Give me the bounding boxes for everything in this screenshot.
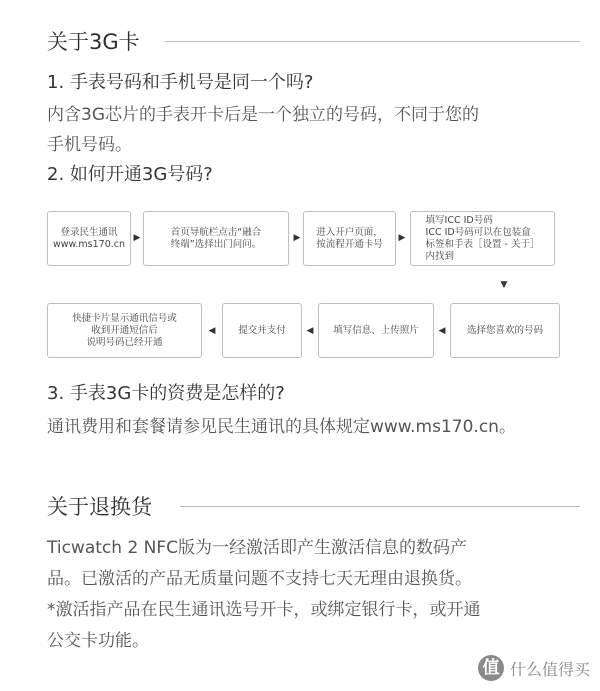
returns-line-1: Ticwatch 2 NFC版为一经激活即产生激活信息的数码产: [47, 538, 468, 558]
flow-arrow-left-icon: ◀: [306, 326, 314, 336]
flow-arrow-left-icon: ◀: [208, 326, 216, 336]
flow-step-2: [143, 211, 289, 266]
flow-arrow-down-icon: ▼: [500, 280, 508, 290]
section-divider: [165, 41, 580, 42]
flow-step-7: [222, 303, 302, 358]
flow-step-4: [410, 211, 555, 266]
watermark-text: 什么值得买: [510, 659, 591, 679]
flow-step-3: [303, 211, 396, 266]
watermark-logo: [478, 655, 590, 681]
question-3: 3. 手表3G卡的资费是怎样的?: [47, 383, 285, 404]
flow-arrow-right-icon: ▶: [398, 233, 406, 243]
flow-step-6-text: 填写信息、上传照片: [333, 324, 419, 336]
flow-arrow-right-icon: ▶: [133, 233, 141, 243]
flow-step-6: [318, 303, 434, 358]
flow-step-5-text: 选择您喜欢的号码: [466, 324, 543, 336]
section-divider: [180, 506, 580, 507]
flow-step-8-text: 快捷卡片显示通讯信号或 收到开通短信后 说明号码已经开通: [72, 312, 177, 348]
returns-line-2: 品。已激活的产品无质量问题不支持七天无理由退换货。: [47, 569, 472, 589]
smzdm-logo-icon: 值: [478, 655, 504, 681]
flow-step-1: [47, 211, 131, 266]
flow-arrow-left-icon: ◀: [438, 326, 446, 336]
flow-arrow-right-icon: ▶: [293, 233, 301, 243]
section-title-3g-card: 关于3G卡: [47, 30, 140, 54]
question-2: 2. 如何开通3G号码?: [47, 164, 213, 185]
flow-step-7-text: 提交并支付: [238, 324, 286, 336]
flow-step-1-text: 登录民生通讯 www.ms170.cn: [52, 226, 126, 250]
answer-1-line-1: 内含3G芯片的手表开卡后是一个独立的号码，不同于您的: [47, 105, 479, 125]
flow-step-5: [450, 303, 560, 358]
flow-step-2-text: 首页导航栏点击“融合 终端”选择出门问问。: [170, 226, 262, 250]
answer-1-line-2: 手机号码。: [47, 135, 132, 155]
section-title-returns: 关于退换货: [47, 495, 152, 519]
flow-step-3-text: 进入开户页面， 按流程开通卡号: [316, 226, 383, 250]
question-1: 1. 手表号码和手机号是同一个吗?: [47, 72, 314, 93]
returns-line-4: 公交卡功能。: [47, 631, 149, 651]
flow-step-4-text: 填写ICC ID号码 ICC ID号码可以在包装盒 标签和手表［设置 - 关于］ 内找到: [425, 214, 540, 262]
flow-step-8: [47, 303, 202, 358]
answer-3: 通讯费用和套餐请参见民生通讯的具体规定www.ms170.cn。: [47, 417, 516, 437]
returns-line-3: *激活指产品在民生通讯选号开卡，或绑定银行卡，或开通: [47, 600, 481, 620]
